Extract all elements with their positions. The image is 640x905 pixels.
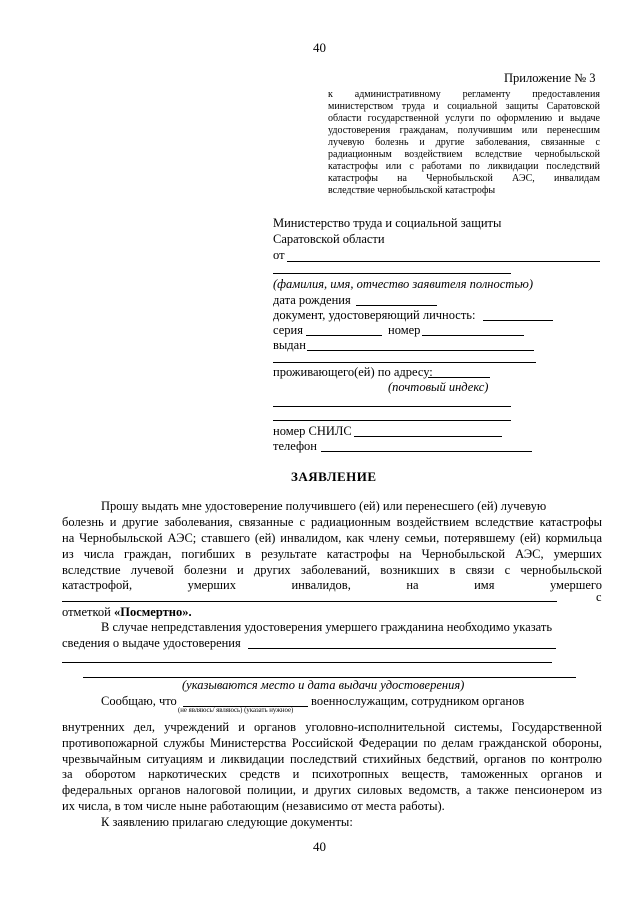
appendix-line: министерством труда и социальной защиты Саратовской <box>328 101 600 112</box>
address-field-1[interactable] <box>273 406 511 407</box>
fio-hint: (фамилия, имя, отчество заявителя полностью) <box>273 277 533 291</box>
document-title: ЗАЯВЛЕНИЕ <box>291 469 377 484</box>
issued-field-2[interactable] <box>273 362 536 363</box>
deceased-name-field[interactable] <box>62 601 557 602</box>
postal-index-field[interactable] <box>428 377 490 378</box>
certificate-info-field-2[interactable] <box>62 662 552 663</box>
ministry-line-1: Министерство труда и социальной защиты <box>273 216 502 230</box>
paragraph-1-line: на Чернобыльской АЭС; ставшего (ей) инвалидом, как члену семьи, потерявшему (ей) кормильца <box>62 531 602 545</box>
page-number-top: 40 <box>313 40 326 55</box>
paragraph-1-line: болезнь и другие заболевания, связанные с радиационным воздействием вследствие катастрофы <box>62 515 602 529</box>
ministry-line-2: Саратовской области <box>273 232 385 246</box>
number-field[interactable] <box>422 335 524 336</box>
from-field-line-2[interactable] <box>273 273 511 274</box>
report-suffix: военнослужащим, сотрудником органов <box>311 694 525 708</box>
phone-field[interactable] <box>321 451 532 452</box>
attachments-line: К заявлению прилагаю следующие документы: <box>101 815 353 829</box>
paragraph-1-line: Прошу выдать мне удостоверение получившего (ей) или перенесшего (ей) лучевую <box>101 499 547 513</box>
address-label: проживающего(ей) по адресу: <box>273 365 433 379</box>
address-field-2[interactable] <box>273 420 511 421</box>
id-document-field[interactable] <box>483 320 553 321</box>
issued-field[interactable] <box>307 350 534 351</box>
number-label: номер <box>388 323 421 337</box>
birth-date-field[interactable] <box>356 305 437 306</box>
paragraph-3-line: федеральных органов налоговой полиции, и других силовых ведомств, а также пенсионером из <box>62 783 602 797</box>
series-field[interactable] <box>306 335 382 336</box>
paragraph-3-last-line: их числа, в том числе ныне работающим (независимо от места работы). <box>62 799 445 813</box>
snils-field[interactable] <box>354 436 502 437</box>
paragraph-3-line: чрезвычайным ситуациям и ликвидации последствий стихийных бедствий, органов по контролю <box>62 752 602 766</box>
appendix-line: области государственной услуги по оформлению и выдаче <box>328 113 600 124</box>
id-document-label: документ, удостоверяющий личность: <box>273 308 476 322</box>
appendix-line: радиационным воздействием вследствие чернобыльской <box>328 149 600 160</box>
appendix-title: Приложение № 3 <box>504 71 596 85</box>
paragraph-3-line: за оборотом наркотических средств и психотропных веществ, таможенных органов и <box>62 767 602 781</box>
posthumous-mark: отметкой «Посмертно». <box>62 605 192 619</box>
paragraph-1-line: вследствие лучевой болезни и других заболеваний, возникших в связи с чернобыльской <box>62 563 602 577</box>
appendix-line: лучевую болезнь и другие заболевания, связанные с <box>328 137 600 148</box>
paragraph-2-line-2: сведения о выдаче удостоверения <box>62 636 241 650</box>
birth-date-label: дата рождения <box>273 293 351 307</box>
from-label: от <box>273 248 285 262</box>
paragraph-3-line: противопожарной службы Министерства Российской Федерации по делам гражданской обороны, <box>62 736 602 750</box>
from-field-line[interactable] <box>287 261 600 262</box>
appendix-line: к административному регламенту предоставления <box>328 89 600 100</box>
paragraph-1-line: из числа граждан, погибших в результате катастрофы на Чернобыльской АЭС, умерших <box>62 547 602 561</box>
appendix-line: катастрофы или с работами по ликвидации последствий <box>328 161 600 172</box>
paragraph-1-with: с <box>596 590 602 604</box>
appendix-line: вследствие чернобыльской катастрофы <box>328 185 496 196</box>
issued-label: выдан <box>273 338 306 352</box>
appendix-line: удостоверения гражданам, получившим или перенесшим <box>328 125 600 136</box>
status-hint: (не являюсь/ являюсь) (указать нужное) <box>178 707 294 714</box>
paragraph-3-line: внутренних дел, учреждений и органов уголовно-исполнительной системы, Государственной <box>62 720 602 734</box>
paragraph-1-line: катастрофой, умерших инвалидов, на имя умершего <box>62 578 602 592</box>
phone-label: телефон <box>273 439 317 453</box>
report-prefix: Сообщаю, что <box>101 694 177 708</box>
series-label: серия <box>273 323 303 337</box>
place-date-hint: (указываются место и дата выдачи удостоверения) <box>182 678 465 692</box>
page-number-bottom: 40 <box>313 839 326 854</box>
snils-label: номер СНИЛС <box>273 424 352 438</box>
appendix-line: катастрофы на Чернобыльской АЭС, инвалидам <box>328 173 600 184</box>
certificate-info-field-1[interactable] <box>248 648 556 649</box>
paragraph-2-line-1: В случае непредставления удостоверения умершего гражданина необходимо указать <box>101 620 553 634</box>
postal-index-hint: (почтовый индекс) <box>388 380 489 394</box>
